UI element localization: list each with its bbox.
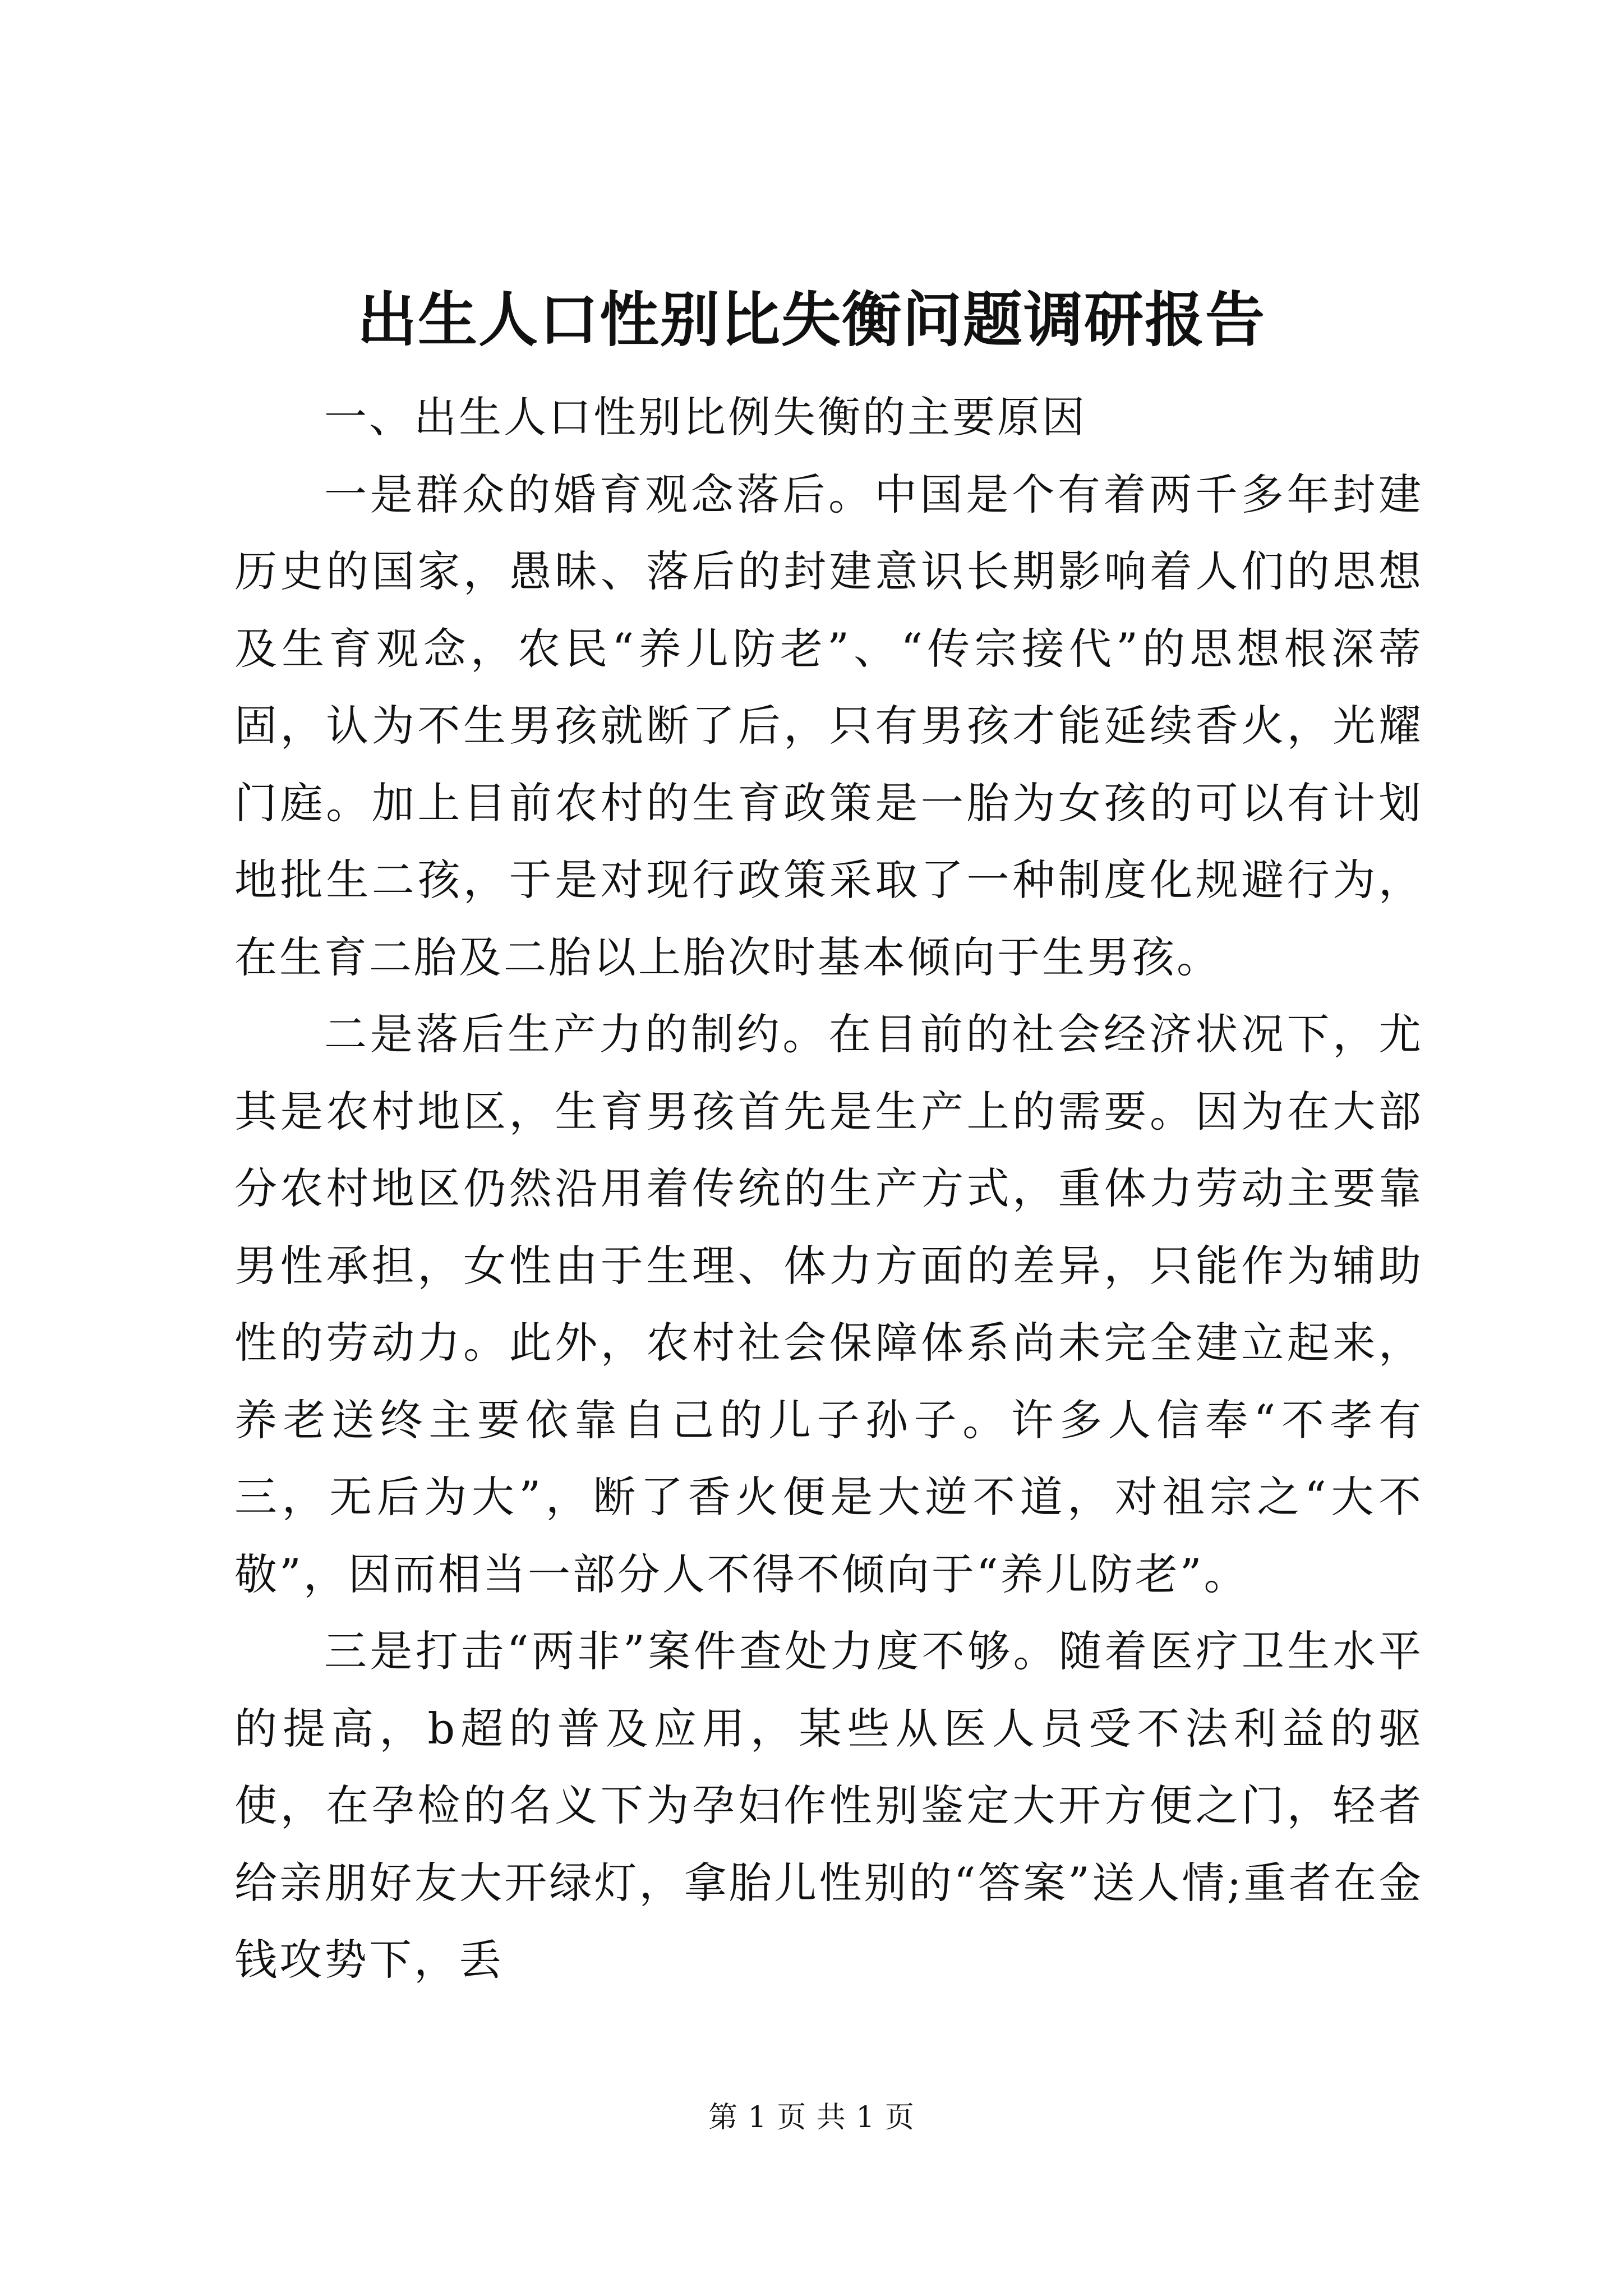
paragraph: 三是打击“两非”案件查处力度不够。随着医疗卫生水平的提高，b超的普及应用，某些从医人员受不法利益的驱使，在孕检的名义下为孕妇作性别鉴定大开方便之门，轻者给亲朋好友大开绿灯，拿胎儿性别的“答案”送人情;重者在金钱攻势下，丢 <box>234 1626 1423 1985</box>
document-body <box>234 379 1423 1999</box>
paragraph: 二是落后生产力的制约。在目前的社会经济状况下，尤其是农村地区，生育男孩首先是生产上的需要。因为在大部分农村地区仍然沿用着传统的生产方式，重体力劳动主要靠男性承担，女性由于生理、体力方面的差异，只能作为辅助性的劳动力。此外，农村社会保障体系尚未完全建立起来，养老送终主要依靠自己的儿子孙子。许多人信奉“不孝有三，无后为大”，断了香火便是大逆不道，对祖宗之“大不敬”，因而相当一部分人不得不倾向于“养儿防老”。 <box>234 1009 1423 1599</box>
section-heading: 一、出生人口性别比例失衡的主要原因 <box>324 392 1087 442</box>
document-title: 出生人口性别比失衡问题调研报告 <box>357 284 1266 355</box>
page-footer: 第 1 页 共 1 页 <box>708 2101 915 2134</box>
paragraph: 一是群众的婚育观念落后。中国是个有着两千多年封建历史的国家，愚昧、落后的封建意识长期影响着人们的思想及生育观念，农民“养儿防老”、“传宗接代”的思想根深蒂固，认为不生男孩就断了后，只有男孩才能延续香火，光耀门庭。加上目前农村的生育政策是一胎为女孩的可以有计划地批生二孩，于是对现行政策采取了一种制度化规避行为，在生育二胎及二胎以上胎次时基本倾向于生男孩。 <box>234 469 1423 982</box>
